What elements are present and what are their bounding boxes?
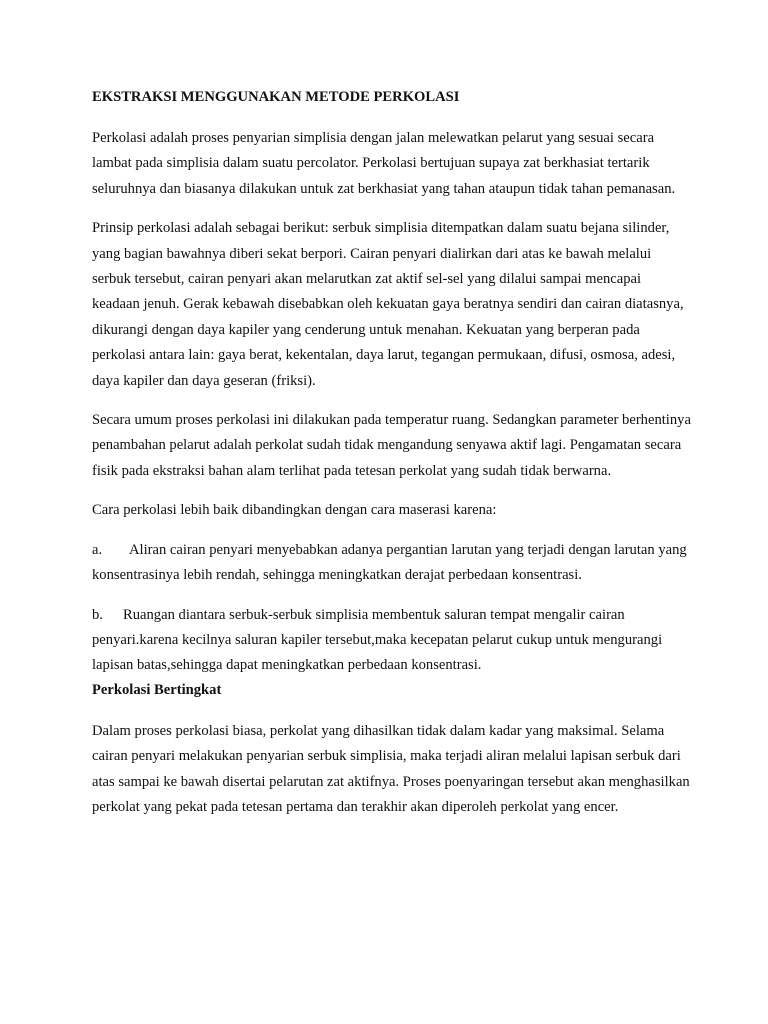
document-page <box>92 87 692 834</box>
list-item-a <box>92 538 692 589</box>
document-title: EKSTRAKSI MENGGUNAKAN METODE PERKOLASI <box>92 89 460 105</box>
paragraph-tiered-percolation: Dalam proses perkolasi biasa, perkolat yang dihasilkan tidak dalam kadar yang maksimal. Selama cairan penyari melakukan penyarian serbuk simplisia, maka terjadi aliran melalui lapisan serbuk dari atas sampai ke bawah disertai pelarutan zat aktifnya. Proses poenyaringan tersebut akan menghasilkan perkolat yang pekat pada tetesan pertama dan terakhir akan diperoleh perkolat yang encer. <box>92 722 690 815</box>
paragraph-comparison-intro: Cara perkolasi lebih baik dibandingkan dengan cara maserasi karena: <box>92 502 497 519</box>
list-text-b: Ruangan diantara serbuk-serbuk simplisia membentuk saluran tempat mengalir cairan penyari.karena kecilnya saluran kapiler tersebut,maka kecepatan pelarut cukup untuk mengurangi lapisan batas,sehingga dapat meningkatkan perbedaan konsentrasi. <box>92 606 663 674</box>
paragraph-definition: Perkolasi adalah proses penyarian simplisia dengan jalan melewatkan pelarut yang sesuai secara lambat pada simplisia dalam suatu percolator. Perkolasi bertujuan supaya zat berkhasiat tertarik seluruhnya dan biasanya dilakukan untuk zat berkhasiat yang tahan ataupun tidak tahan pemanasan. <box>92 130 676 197</box>
paragraph-principle: Prinsip perkolasi adalah sebagai berikut: serbuk simplisia ditempatkan dalam suatu bejana silinder, yang bagian bawahnya diberi sekat berpori. Cairan penyari dialirkan dari atas ke bawah melalui serbuk tersebut, cairan penyari akan melarutkan zat aktif sel-sel yang dilalui sampai mencapai keadaan jenuh. Gerak kebawah disebabkan oleh kekuatan gaya beratnya sendiri dan cairan diatasnya, dikurangi dengan daya kapiler yang cenderung untuk menahan. Kekuatan yang berperan pada perkolasi antara lain: gaya berat, kekentalan, daya larut, tegangan permukaan, difusi, osmosa, adesi, daya kapiler dan daya geseran (friksi). <box>92 220 684 389</box>
list-marker-b: b. <box>92 606 103 623</box>
paragraph-process: Secara umum proses perkolasi ini dilakukan pada temperatur ruang. Sedangkan parameter berhentinya penambahan pelarut adalah perkolat sudah tidak mengandung senyawa aktif lagi. Pengamatan secara fisik pada ekstraksi bahan alam terlihat pada tetesan perkolat yang sudah tidak berwarna. <box>92 412 691 479</box>
list-marker-a: a. <box>92 541 103 558</box>
list-text-a: Aliran cairan penyari menyebabkan adanya pergantian larutan yang terjadi dengan larutan yang konsentrasinya lebih rendah, sehingga meningkatkan derajat perbedaan konsentrasi. <box>92 541 687 584</box>
section-subheading: Perkolasi Bertingkat <box>92 681 222 698</box>
list-item-b <box>92 603 692 679</box>
